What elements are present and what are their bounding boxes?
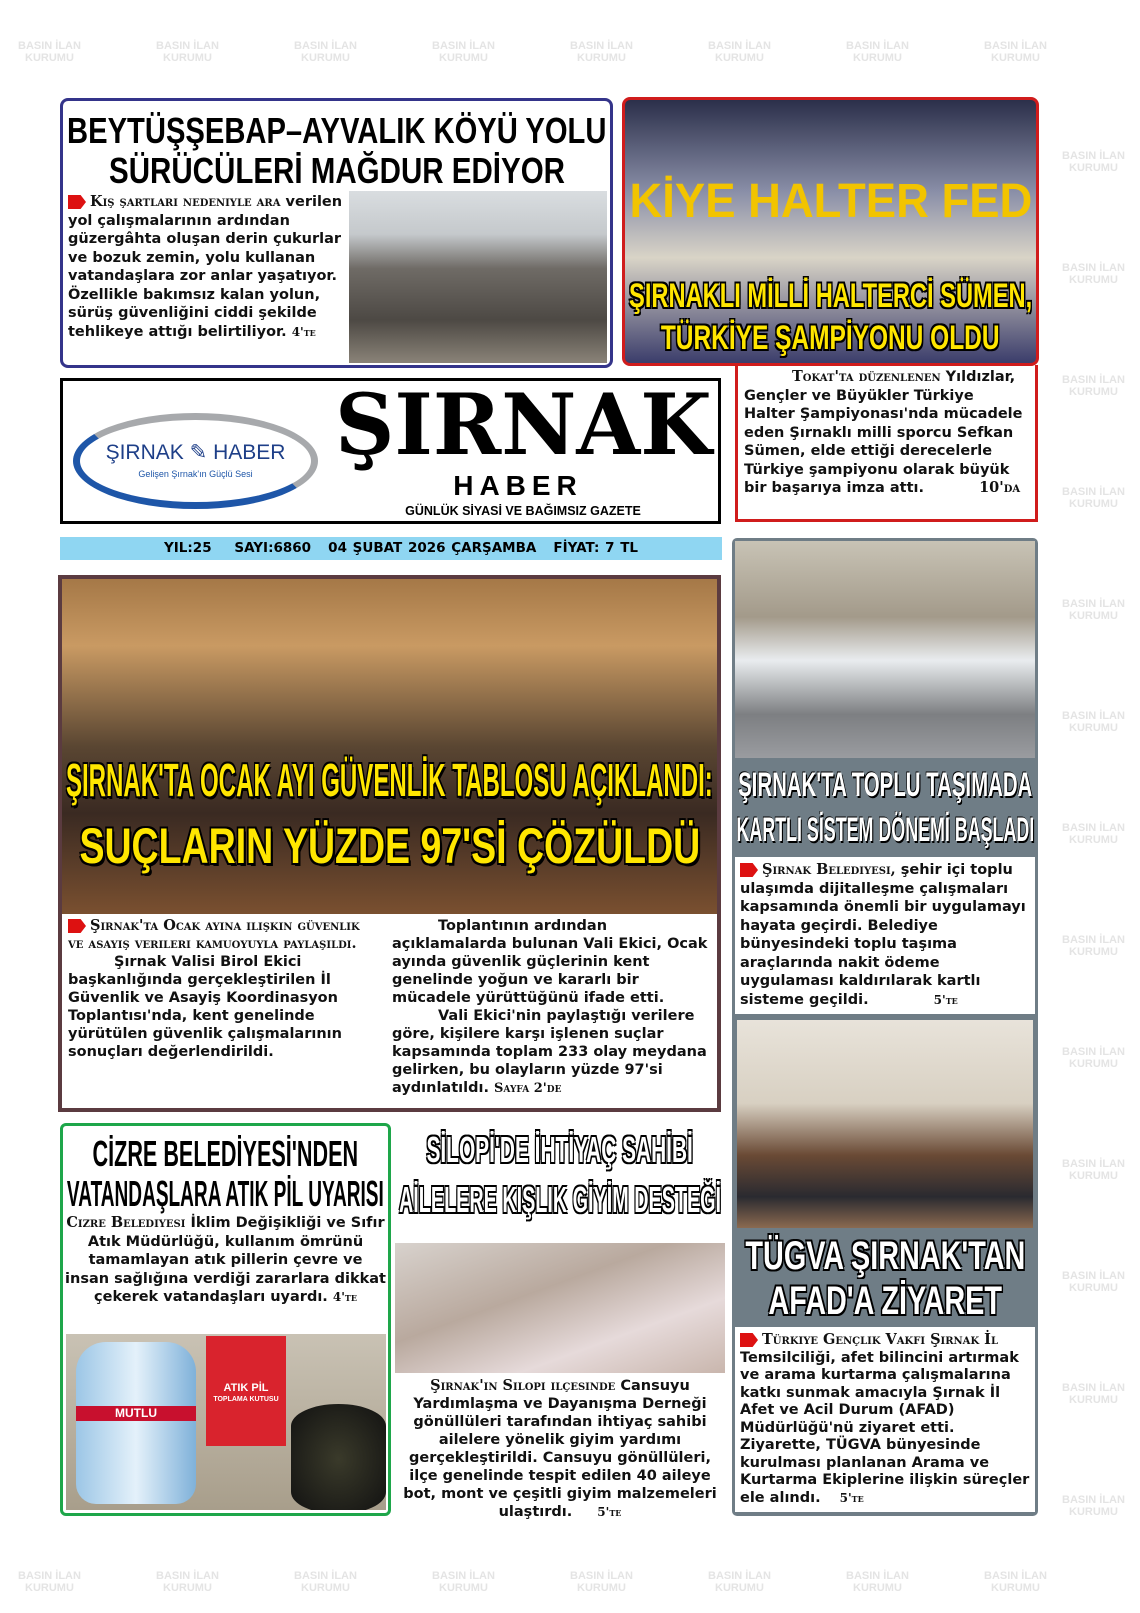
- watermark: BASIN İLAN KURUMU: [1062, 1046, 1125, 1070]
- silopi-story[interactable]: [395, 1125, 725, 1520]
- main-col2: Toplantının ardından açıklamalarda bulunan Vali Ekici, Ocak ayında güvenlik güçlerinin kent genelinde yoğun ve kararlı bir mücadele yürüttüğünü ifade etti. Vali Ekici'nin paylaştığı verilere göre, kişilere karşı işlenen suçlar kapsamında toplam 233 olay meydana gelirken, bu olayların yüzde 97'si aydınlatıldı. Sayfa 2'de: [392, 918, 708, 1096]
- bullet-arrow-icon: [68, 919, 86, 933]
- watermark: BASIN İLAN KURUMU: [984, 1570, 1047, 1594]
- watermark: BASIN İLAN KURUMU: [984, 40, 1047, 64]
- watermark: BASIN İLAN KURUMU: [1062, 374, 1125, 398]
- watermark: BASIN İLAN KURUMU: [294, 40, 357, 64]
- water-bottle: MUTLU: [76, 1342, 196, 1504]
- main-headline: ŞIRNAK'TA OCAK AYI GÜVENLİK TABLOSU AÇIKLANDI: SUÇLARIN YÜZDE 97'Sİ ÇÖZÜLDÜ: [66, 754, 713, 874]
- battery-box: ATIK PİL TOPLAMA KUTUSU: [206, 1336, 286, 1446]
- watermark: BASIN İLAN KURUMU: [294, 1570, 357, 1594]
- watermark: BASIN İLAN KURUMU: [1062, 1270, 1125, 1294]
- tugva-photo: [737, 1020, 1033, 1228]
- watermark: BASIN İLAN KURUMU: [1062, 1158, 1125, 1182]
- watermark: BASIN İLAN KURUMU: [1062, 1494, 1125, 1518]
- main-story[interactable]: [58, 575, 721, 1112]
- watermark: BASIN İLAN KURUMU: [1062, 598, 1125, 622]
- watermark: BASIN İLAN KURUMU: [18, 40, 81, 64]
- weightlifting-text: Tokat'ta düzenlenen Yıldızlar, Gençler ve Büyükler Türkiye Halter Şampiyonası'nda mücadele eden Şırnaklı milli sporcu Sefkan Sümen, elde ettiği derecelerle Türkiye şampiyonu olarak büyük bir başarıya imza attı. 10'da: [735, 365, 1038, 522]
- watermark: BASIN İLAN KURUMU: [1062, 934, 1125, 958]
- bullet-arrow-icon: [740, 1333, 758, 1347]
- masthead-subtitle: HABER: [453, 470, 583, 501]
- watermark: BASIN İLAN KURUMU: [708, 40, 771, 64]
- federation-banner: KİYE HALTER FED: [629, 175, 1032, 228]
- cizre-text: Cizre Belediyesi İklim Değişikliği ve Sıfır Atık Müdürlüğü, kullanım ömrünü tamamlayan atık pillerin çevre ve insan sağlığına verdiği zararlara dikkat çekerek vatandaşları uyardı. 4'te: [65, 1214, 386, 1305]
- bus-text: Şırnak Belediyesi, şehir içi toplu ulaşımda dijitalleşme çalışmaları kapsamında önemli bir uygulamayı hayata geçirdi. Belediye bünyesindeki toplu taşıma araçlarında nakit ödeme uygulaması kaldırılarak kartlı sisteme geçildi. 5'te: [735, 857, 1035, 1014]
- cizre-story[interactable]: [60, 1123, 391, 1516]
- watermark: BASIN İLAN KURUMU: [1062, 1382, 1125, 1406]
- watermark: BASIN İLAN KURUMU: [156, 1570, 219, 1594]
- bullet-arrow-icon: [740, 863, 758, 877]
- battery-photo: [66, 1334, 386, 1510]
- watermark: BASIN İLAN KURUMU: [570, 1570, 633, 1594]
- weightlifting-headline: ŞIRNAKLI MİLLİ HALTERCİ SÜMEN, TÜRKİYE ŞAMPİYONU OLDU: [628, 277, 1033, 357]
- masthead: [60, 375, 721, 524]
- masthead-tagline: GÜNLÜK SİYASİ VE BAĞIMSIZ GAZETE: [405, 504, 641, 518]
- cizre-headline: CİZRE BELEDİYESİ'NDEN VATANDAŞLARA ATIK PİL UYARISI: [67, 1133, 384, 1214]
- watermark: BASIN İLAN KURUMU: [1062, 710, 1125, 734]
- issue-bar: YIL:25 SAYI:6860 04 ŞUBAT 2026 ÇARŞAMBA FİYAT: 7 TL: [60, 537, 722, 560]
- road-photo: [349, 191, 607, 363]
- road-story[interactable]: [60, 98, 613, 368]
- bullet-arrow-icon: [68, 195, 86, 209]
- tugva-text: Türkiye Gençlik Vakfı Şırnak İl Temsilciliği, afet bilincini artırmak ve arama kurtarma çalışmalarına katkı sunmak amacıyla Şırnak İl Afet ve Acil Durum (AFAD) Müdürlüğü'nü ziyaret etti. Ziyarette, TÜGVA bünyesinde kurulması planlanan Arama ve Kurtarma Ekiplerine ilişkin süreçler ele alındı. 5'te: [735, 1327, 1035, 1512]
- watermark: BASIN İLAN KURUMU: [1062, 150, 1125, 174]
- watermark: BASIN İLAN KURUMU: [432, 1570, 495, 1594]
- road-headline: BEYTÜŞŞEBAP–AYVALIK KÖYÜ YOLU SÜRÜCÜLERİ MAĞDUR EDİYOR: [66, 110, 607, 191]
- masthead-title: ŞIRNAK: [335, 375, 712, 474]
- watermark: BASIN İLAN KURUMU: [432, 40, 495, 64]
- watermark: BASIN İLAN KURUMU: [570, 40, 633, 64]
- watermark: BASIN İLAN KURUMU: [18, 1570, 81, 1594]
- battery-bin: [291, 1404, 386, 1510]
- bus-photo: [735, 541, 1035, 758]
- watermark: BASIN İLAN KURUMU: [1062, 262, 1125, 286]
- tugva-headline[interactable]: TÜGVA ŞIRNAK'TAN AFAD'A ZİYARET: [745, 1234, 1025, 1323]
- logo-pen-icon: ✎: [189, 441, 208, 464]
- watermark: BASIN İLAN KURUMU: [846, 40, 909, 64]
- watermark: BASIN İLAN KURUMU: [708, 1570, 771, 1594]
- clothing-aid-photo: [395, 1243, 725, 1373]
- watermark: BASIN İLAN KURUMU: [846, 1570, 909, 1594]
- silopi-text: Şırnak'ın Silopi ilçesinde Cansuyu Yardımlaşma ve Dayanışma Derneği gönüllüleri tarafından ihtiyaç sahibi ailelere yönelik giyim yardımı gerçekleştirildi. Cansuyu gönüllüleri, ilçe genelinde tespit edilen 40 aileye bot, mont ve çeşitli giyim malzemeleri ulaştırdı. 5'te: [403, 1377, 717, 1520]
- watermark: BASIN İLAN KURUMU: [156, 40, 219, 64]
- silopi-headline: SİLOPİ'DE İHTİYAÇ SAHİBİ AİLELERE KIŞLIK GİYİM DESTEĞİ: [398, 1129, 722, 1220]
- road-text: Kış şartları nedeniyle ara verilen yol çalışmalarının ardından güzergâhta oluşan derin çukurlar ve bozuk zemin, yolu kullanan vatandaşlara zor anlar yaşatıyor. Özellikle bakımsız kalan yolun, sürüş güvenliğini ciddi şekilde tehlikeye attığı belirtiliyor. 4'te: [68, 193, 343, 340]
- weightlifting-story[interactable]: [622, 97, 1039, 366]
- bus-headline[interactable]: ŞIRNAK'TA TOPLU TAŞIMADA KARTLI SİSTEM DÖNEMİ BAŞLADI: [736, 766, 1034, 849]
- watermark: BASIN İLAN KURUMU: [1062, 822, 1125, 846]
- main-col1: Şırnak'ta Ocak ayına ilişkin güvenlik ve asayiş verileri kamuoyuyla paylaşıldı. Şırnak Valisi Birol Ekici başkanlığında gerçekleştirilen İl Güvenlik ve Asayiş Koordinasyon Toplantısı'nda, kent genelinde yürütülen güvenlik çalışmalarının sonuçları değerlendirildi.: [68, 917, 360, 1060]
- logo: ŞIRNAK ✎ HABER Gelişen Şırnak'ın Güçlü Sesi: [73, 413, 318, 509]
- watermark: BASIN İLAN KURUMU: [1062, 486, 1125, 510]
